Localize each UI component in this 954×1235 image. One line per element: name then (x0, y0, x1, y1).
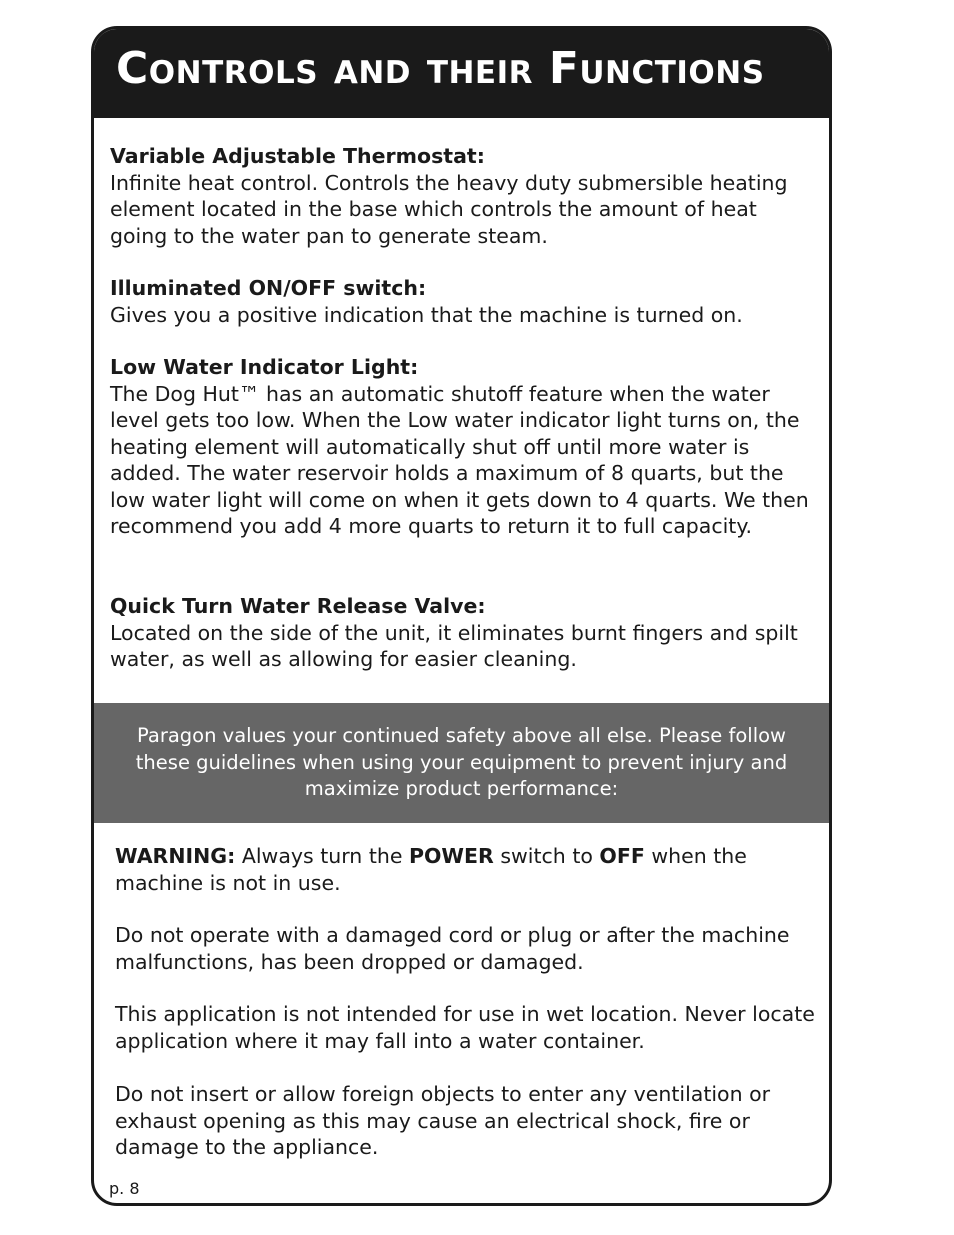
caution-paragraph: This application is not intended for use in wet location. Never locate application where it may fall into a water container. (115, 1002, 815, 1053)
title-bar (94, 29, 829, 118)
section-thermostat (110, 143, 810, 249)
section-heading: Illuminated ON/OFF switch: (110, 276, 427, 300)
caution-paragraph: Do not operate with a damaged cord or plug or after the machine malfunctions, has been dropped or damaged. (115, 923, 790, 974)
section-body: Located on the side of the unit, it eliminates burnt fingers and spilt water, as well as allowing for easier cleaning. (110, 620, 798, 671)
warning-text: switch to (493, 844, 600, 868)
section-heading: Quick Turn Water Release Valve: (110, 594, 486, 618)
page-number: p. 8 (109, 1179, 140, 1198)
warning-label: WARNING: (115, 844, 236, 868)
caution-paragraph: Do not insert or allow foreign objects to enter any ventilation or exhaust opening as this may cause an electrical shock, fire or damage to the appliance. (115, 1082, 771, 1159)
warning-text: Always turn the (235, 844, 409, 868)
page-title: Controls and their Functions (116, 43, 765, 94)
page-frame (91, 26, 832, 1206)
section-body: The Dog Hut™ has an automatic shutoff feature when the water level gets too low. When the Low water indicator light turns on, the heating element will automatically shut off until more water is added. The water reservoir holds a maximum of 8 quarts, but the low water light will come on when it gets down to 4 quarts. We then recommend you add 4 more quarts to return it to full capacity. (110, 381, 809, 538)
power-keyword: POWER (408, 844, 494, 868)
safety-banner (94, 703, 829, 823)
warning-text: when the machine is not in use. (115, 844, 747, 895)
section-body: Gives you a positive indication that the machine is turned on. (110, 302, 743, 327)
section-low-water (110, 354, 810, 540)
safety-banner-text: Paragon values your continued safety above all else. Please follow these guidelines when using your equipment to prevent injury and maximize product performance: (135, 724, 788, 801)
section-heading: Low Water Indicator Light: (110, 355, 419, 379)
section-body: Infinite heat control. Controls the heavy duty submersible heating element located in the base which controls the amount of heat going to the water pan to generate steam. (110, 170, 788, 248)
section-release-valve (110, 593, 810, 673)
section-heading: Variable Adjustable Thermostat: (110, 144, 485, 168)
warning-paragraph (115, 843, 815, 896)
section-switch (110, 275, 810, 328)
off-keyword: OFF (599, 844, 645, 868)
